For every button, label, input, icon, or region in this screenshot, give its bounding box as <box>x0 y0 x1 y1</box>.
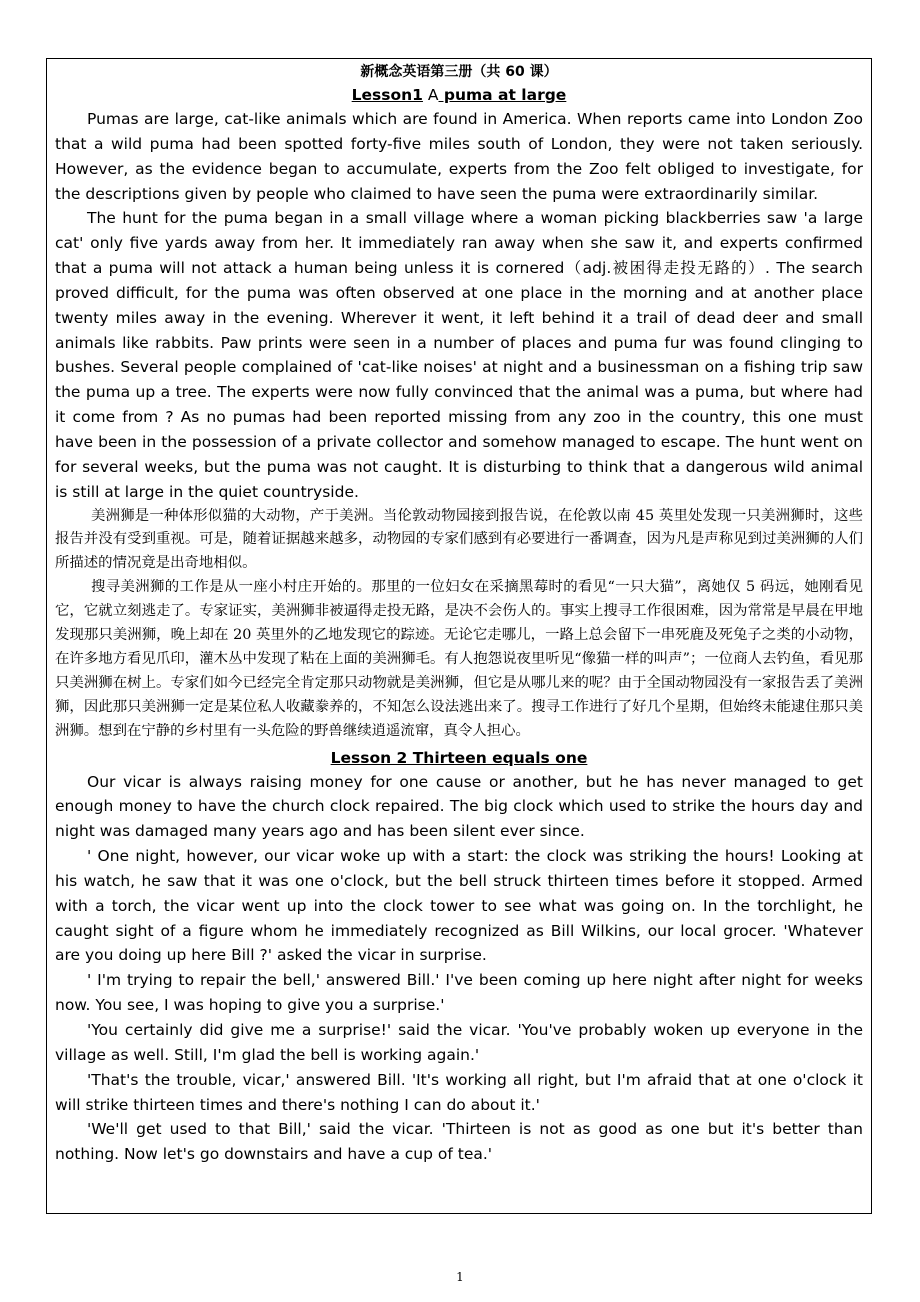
lesson1-en-paragraph: The hunt for the puma began in a small village where a woman picking blackberries saw 'a large cat' only five yards away from her. It immediately ran away when she saw it, and experts confirmed that a puma will not attack a human being unless it is cornered（adj.被困得走投无路的）. The search proved difficult, for the puma was often observed at one place in the morning and at another place twenty miles away in the evening. Wherever it went, it left behind it a trail of dead deer and small animals like rabbits. Paw prints were seen in a number of places and puma fur was found clinging to bushes. Several people complained of 'cat-like noises' at night and a businessman on a fishing trip saw the puma up a tree. The experts were now fully convinced that the animal was a puma, but where had it come from ? As no pumas had been reported missing from any zoo in the country, this one must have been in the possession of a private collector and somehow managed to escape. The hunt went on for several weeks, but the puma was not caught. It is disturbing to think that a dangerous wild animal is still at large in the quiet countryside. <box>55 209 863 501</box>
lesson1-zh-paragraph: 美洲狮是一种体形似猫的大动物，产于美洲。当伦敦动物园接到报告说，在伦敦以南 45 英里处发现一只美洲狮时，这些报告并没有受到重视。可是，随着证据越来越多，动物园的专家们感到有必要进行一番调查，因为凡是声称见到过美洲狮的人们所描述的情况竟是出奇地相似。 <box>55 507 863 572</box>
lesson2-en-paragraph: ' One night, however, our vicar woke up with a start: the clock was striking the hours! Looking at his watch, he saw that it was one o'clock, but the bell struck thirteen times before it stopped. Armed with a torch, the vicar went up into the clock tower to see what was going on. In the torchlight, he caught sight of a figure whom he immediately recognized as Bill Wilkins, our local grocer. 'Whatever are you doing up here Bill ?' asked the vicar in surprise. <box>55 847 863 965</box>
lesson1-label: Lesson1 <box>351 86 423 104</box>
document-title: 新概念英语第三册（共 60 课） <box>360 64 558 80</box>
lesson2-title: Lesson 2 Thirteen equals one <box>330 748 588 767</box>
lesson2-en-paragraph: 'We'll get used to that Bill,' said the vicar. 'Thirteen is not as good as one but it's better than nothing. Now let's go downstairs and have a cup of tea.' <box>55 1120 863 1164</box>
lesson2-en-paragraph: ' I'm trying to repair the bell,' answered Bill.' I've been coming up here night after night for weeks now. You see, I was hoping to give you a surprise.' <box>55 971 863 1015</box>
lesson1-zh-paragraph: 搜寻美洲狮的工作是从一座小村庄开始的。那里的一位妇女在采摘黑莓时的看见“一只大猫”，离她仅 5 码远，她刚看见它，它就立刻逃走了。专家证实，美洲狮非被逼得走投无路，是决不会伤人的。事实上搜寻工作很困难，因为常常是早晨在甲地发现那只美洲狮，晚上却在 20 英里外的乙地发现它的踪迹。无论它走哪儿，一路上总会留下一串死鹿及死兔子之类的小动物，在许多地方看见爪印，灌木丛中发现了粘在上面的美洲狮毛。有人抱怨说夜里听见“像猫一样的叫声”；一位商人去钓鱼，看见那只美洲狮在树上。专家们如今已经完全肯定那只动物就是美洲狮，但它是从哪儿来的呢？由于全国动物园没有一家报告丢了美洲狮，因此那只美洲狮一定是某位私人收藏豢养的，不知怎么设法逃出来了。搜寻工作进行了好几个星期，但始终未能逮住那只美洲狮。想到在宁静的乡村里有一头危险的野兽继续逍遥流窜，真令人担心。 <box>55 579 863 739</box>
lesson2-en-paragraph: Our vicar is always raising money for one cause or another, but he has never managed to get enough money to have the church clock repaired. The big clock which used to strike the hours day and night was damaged many years ago and has been silent ever since. <box>55 772 863 841</box>
lesson1-en-paragraph: Pumas are large, cat-like animals which are found in America. When reports came into London Zoo that a wild puma had been spotted forty-five miles south of London, they were not taken seriously. However, as the evidence began to accumulate, experts from the Zoo felt obliged to investigate, for the descriptions given by people who claimed to have seen the puma were extraordinarily similar. <box>55 110 863 203</box>
page-number: 1 <box>456 1270 464 1284</box>
lesson1-heading <box>55 83 863 107</box>
lesson1-title: puma at large <box>438 86 567 104</box>
lesson2-heading <box>55 746 863 770</box>
lesson1-article: A <box>422 86 439 104</box>
lesson2-en-paragraph: 'You certainly did give me a surprise!' said the vicar. 'You've probably woken up everyone in the village as well. Still, I'm glad the bell is working again.' <box>55 1021 863 1064</box>
text-frame <box>46 58 872 1214</box>
lesson2-en-paragraph: 'That's the trouble, vicar,' answered Bill. 'It's working all right, but I'm afraid that at one o'clock it will strike thirteen times and there's nothing I can do about it.' <box>55 1070 863 1114</box>
